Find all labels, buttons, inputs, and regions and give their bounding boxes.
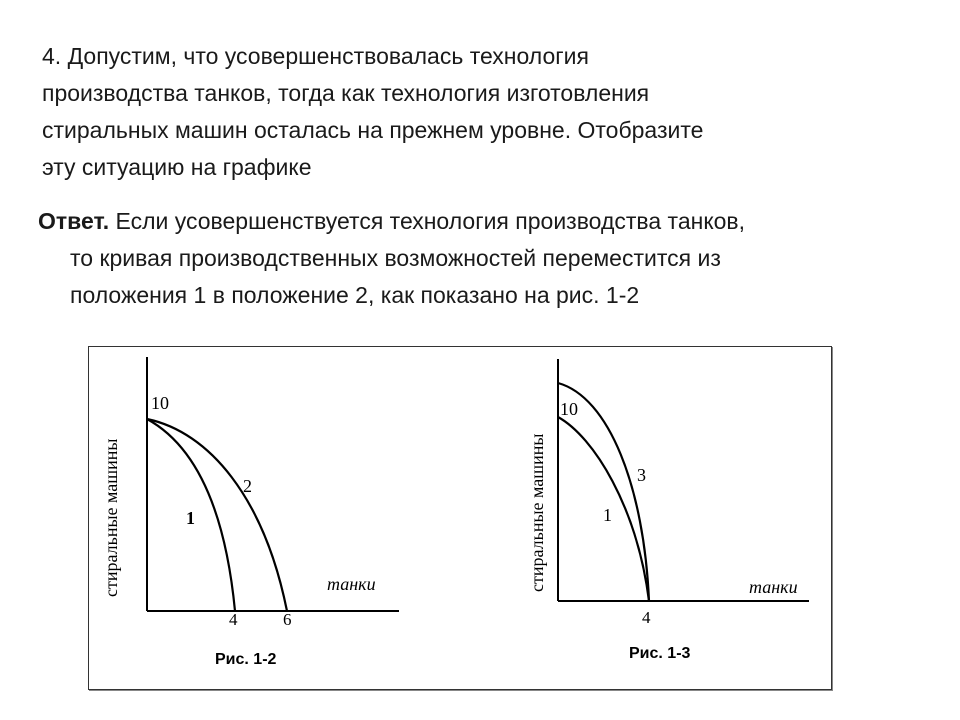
question-text	[42, 38, 922, 186]
question-line: эту ситуацию на графике	[42, 154, 312, 180]
answer-line-1	[38, 203, 928, 240]
figure-caption: Рис. 1-2	[215, 651, 277, 668]
y-axis-label: стиральные машины	[101, 438, 121, 597]
x-tick-label: 6	[283, 610, 292, 629]
y-axis-label: стиральные машины	[527, 433, 547, 592]
curve-label-1: 1	[186, 508, 195, 528]
curve-label-3: 3	[637, 465, 646, 485]
question-line: стиральных машин осталась на прежнем уровне. Отобразите	[42, 117, 704, 143]
answer-line-2: то кривая производственных возможностей переместится из	[70, 245, 721, 271]
curve-label-2: 2	[243, 476, 252, 496]
question-line: производства танков, тогда как технология изготовления	[42, 80, 650, 106]
curve-label-1: 1	[603, 505, 612, 525]
x-axis-label: танки	[327, 574, 376, 594]
answer-line-3: положения 1 в положение 2, как показано на рис. 1-2	[70, 282, 640, 308]
figures-svg	[89, 347, 831, 689]
y-intercept-label: 10	[560, 399, 578, 419]
answer-line-1-text: Если усовершенствуется технология производства танков,	[109, 208, 746, 234]
y-intercept-label: 10	[151, 393, 169, 413]
figure-caption: Рис. 1-3	[629, 645, 691, 662]
figure-1-3	[527, 359, 809, 662]
x-tick-label: 4	[642, 608, 651, 627]
x-axis-label: танки	[749, 577, 798, 597]
figure-scan	[88, 346, 832, 690]
answer-label: Ответ.	[38, 208, 110, 234]
question-line: 4. Допустим, что усовершенствовалась технология	[42, 43, 589, 69]
x-tick-label: 4	[229, 610, 238, 629]
answer-text	[38, 203, 928, 314]
figure-1-2	[101, 357, 399, 668]
